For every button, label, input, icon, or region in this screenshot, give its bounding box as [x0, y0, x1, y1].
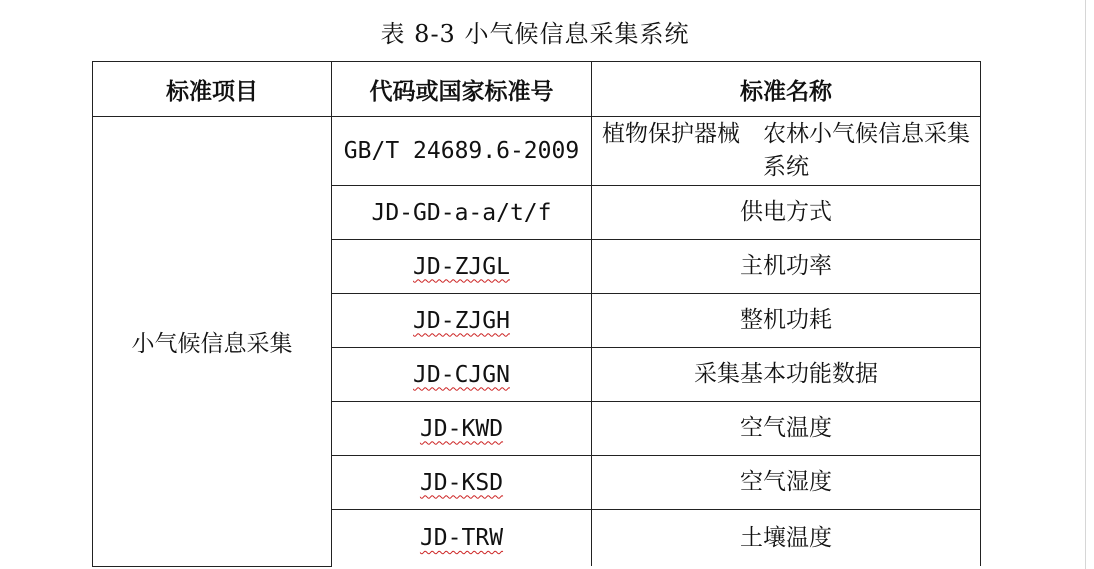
- name-cell: 植物保护器械 农林小气候信息采集系统: [592, 117, 981, 186]
- standards-table: [92, 61, 981, 567]
- page-margin-line: [1085, 0, 1086, 569]
- header-code: 代码或国家标准号: [332, 62, 592, 117]
- header-standard-name: 标准名称: [592, 62, 981, 117]
- standard-item-cell: 小气候信息采集: [93, 117, 332, 567]
- code-text-spellcheck-flagged: JD-CJGN: [413, 361, 510, 388]
- name-cell: 采集基本功能数据: [592, 348, 981, 402]
- code-text: JD-GD-a-a/t/f: [371, 199, 552, 226]
- code-cell: [332, 456, 592, 510]
- code-cell: [332, 294, 592, 348]
- name-cell: 主机功率: [592, 240, 981, 294]
- table-row: [93, 117, 981, 186]
- code-cell: [332, 117, 592, 186]
- name-cell: 土壤温度: [592, 510, 981, 567]
- code-cell: [332, 402, 592, 456]
- table-caption: 表 8-3 小气候信息采集系统: [380, 20, 690, 48]
- code-text-spellcheck-flagged: JD-ZJGL: [413, 253, 510, 280]
- header-standard-item: 标准项目: [93, 62, 332, 117]
- name-cell: 供电方式: [592, 186, 981, 240]
- code-text-spellcheck-flagged: JD-ZJGH: [413, 307, 510, 334]
- table-header-row: [93, 62, 981, 117]
- code-cell: [332, 240, 592, 294]
- code-cell: [332, 186, 592, 240]
- code-cell: [332, 348, 592, 402]
- code-text-spellcheck-flagged: JD-TRW: [419, 525, 504, 551]
- code-text-spellcheck-flagged: JD-KWD: [419, 415, 504, 442]
- code-text-spellcheck-flagged: JD-KSD: [419, 469, 504, 496]
- name-cell: 整机功耗: [592, 294, 981, 348]
- code-cell: [332, 510, 592, 567]
- code-text: GB/T 24689.6-2009: [343, 138, 580, 164]
- name-cell: 空气湿度: [592, 456, 981, 510]
- name-cell: 空气温度: [592, 402, 981, 456]
